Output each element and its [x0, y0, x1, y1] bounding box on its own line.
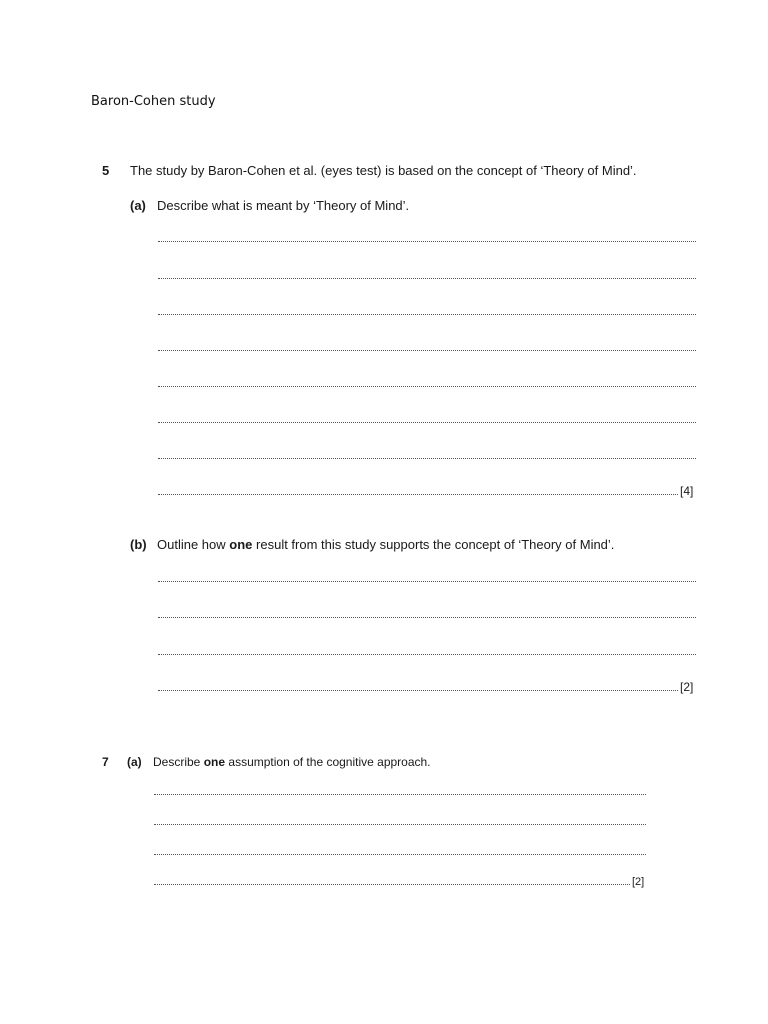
answer-line[interactable] — [158, 581, 696, 582]
part-a-prompt: Describe one assumption of the cognitive approach. — [153, 755, 431, 769]
question-number: 5 — [102, 163, 110, 178]
answer-line[interactable] — [154, 884, 630, 885]
answer-line[interactable] — [158, 617, 696, 618]
question-stem: The study by Baron-Cohen et al. (eyes test) is based on the concept of ‘Theory of Mind’. — [130, 163, 637, 178]
answer-line[interactable] — [158, 422, 696, 423]
marks-allocation: [4] — [680, 484, 694, 498]
answer-line[interactable] — [158, 654, 696, 655]
part-a-prompt: Describe what is meant by ‘Theory of Mind’. — [157, 198, 410, 213]
document-heading: Baron-Cohen study — [91, 94, 216, 109]
marks-allocation: [2] — [632, 876, 645, 888]
answer-line[interactable] — [158, 241, 696, 242]
answer-line[interactable] — [158, 494, 678, 495]
answer-line[interactable] — [158, 386, 696, 387]
answer-line[interactable] — [158, 458, 696, 459]
answer-line[interactable] — [154, 794, 646, 795]
part-b-prompt: Outline how one result from this study supports the concept of ‘Theory of Mind’. — [157, 537, 615, 552]
part-label-a: (a) — [130, 198, 146, 213]
question-number: 7 — [102, 755, 109, 769]
part-label-a: (a) — [127, 755, 142, 769]
answer-line[interactable] — [158, 278, 696, 279]
answer-line[interactable] — [154, 824, 646, 825]
marks-allocation: [2] — [680, 680, 694, 694]
part-label-b: (b) — [130, 537, 147, 552]
answer-line[interactable] — [154, 854, 646, 855]
answer-line[interactable] — [158, 690, 678, 691]
answer-line[interactable] — [158, 350, 696, 351]
answer-line[interactable] — [158, 314, 696, 315]
